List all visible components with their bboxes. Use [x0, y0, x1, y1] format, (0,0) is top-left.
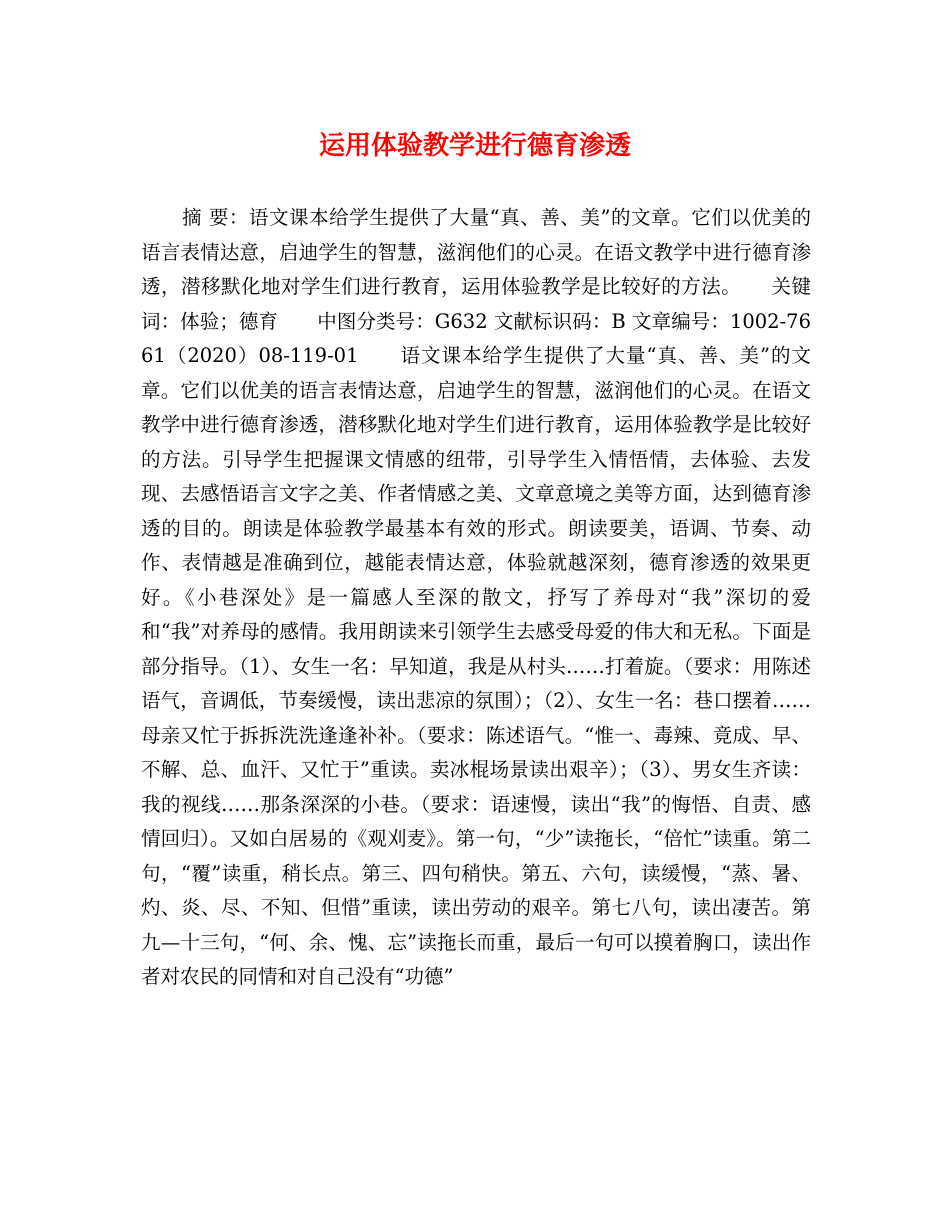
document-body: 摘 要：语文课本给学生提供了大量“真、善、美”的文章。它们以优美的语言表情达意，启迪学生的智慧，滋润他们的心灵。在语文教学中进行德育渗透，潜移默化地对学生们进行教育，运用体验教学是比较好的方法。 关键词：体验；德育 中图分类号：G632 文献标识码：B 文章编号：1002-7661（2020）08-119-01 语文课本给学生提供了大量“真、善、美”的文章。它们以优美的语言表情达意，启迪学生的智慧，滋润他们的心灵。在语文教学中进行德育渗透，潜移默化地对学生们进行教育，运用体验教学是比较好的方法。引导学生把握课文情感的纽带，引导学生入情悟情，去体验、去发现、去感悟语言文字之美、作者情感之美、文章意境之美等方面，达到德育渗透的目的。朗读是体验教学最基本有效的形式。朗读要美，语调、节奏、动作、表情越是准确到位，越能表情达意，体验就越深刻，德育渗透的效果更好。《小巷深处》是一篇感人至深的散文，抒写了养母对“我”深切的爱和“我”对养母的感情。我用朗读来引领学生去感受母爱的伟大和无私。下面是部分指导。（1）、女生一名：早知道，我是从村头……打着旋。（要求：用陈述语气，音调低，节奏缓慢，读出悲凉的氛围）；（2）、女生一名：巷口摆着……母亲又忙于拆拆洗洗逢逢补补。（要求：陈述语气。“惟一、毒辣、竟成、早、不解、总、血汗、又忙于”重读。卖冰棍场景读出艰辛）；（3）、男女生齐读：我的视线……那条深深的小巷。（要求：语速慢，读出“我”的悔悟、自责、感情回归）。又如白居易的《观刈麦》。第一句，“少”读拖长，“倍忙”读重。第二句，“覆”读重，稍长点。第三、四句稍快。第五、六句，读缓慢，“蒸、暑、灼、炎、尽、不知、但惜”重读，读出劳动的艰辛。第七八句，读出凄苦。第九—十三句，“何、余、愧、忘”读拖长而重，最后一句可以摸着胸口，读出作者对农民的同情和对自己没有“功德”: [141, 206, 811, 988]
document-title: 运用体验教学进行德育渗透: [318, 131, 631, 161]
